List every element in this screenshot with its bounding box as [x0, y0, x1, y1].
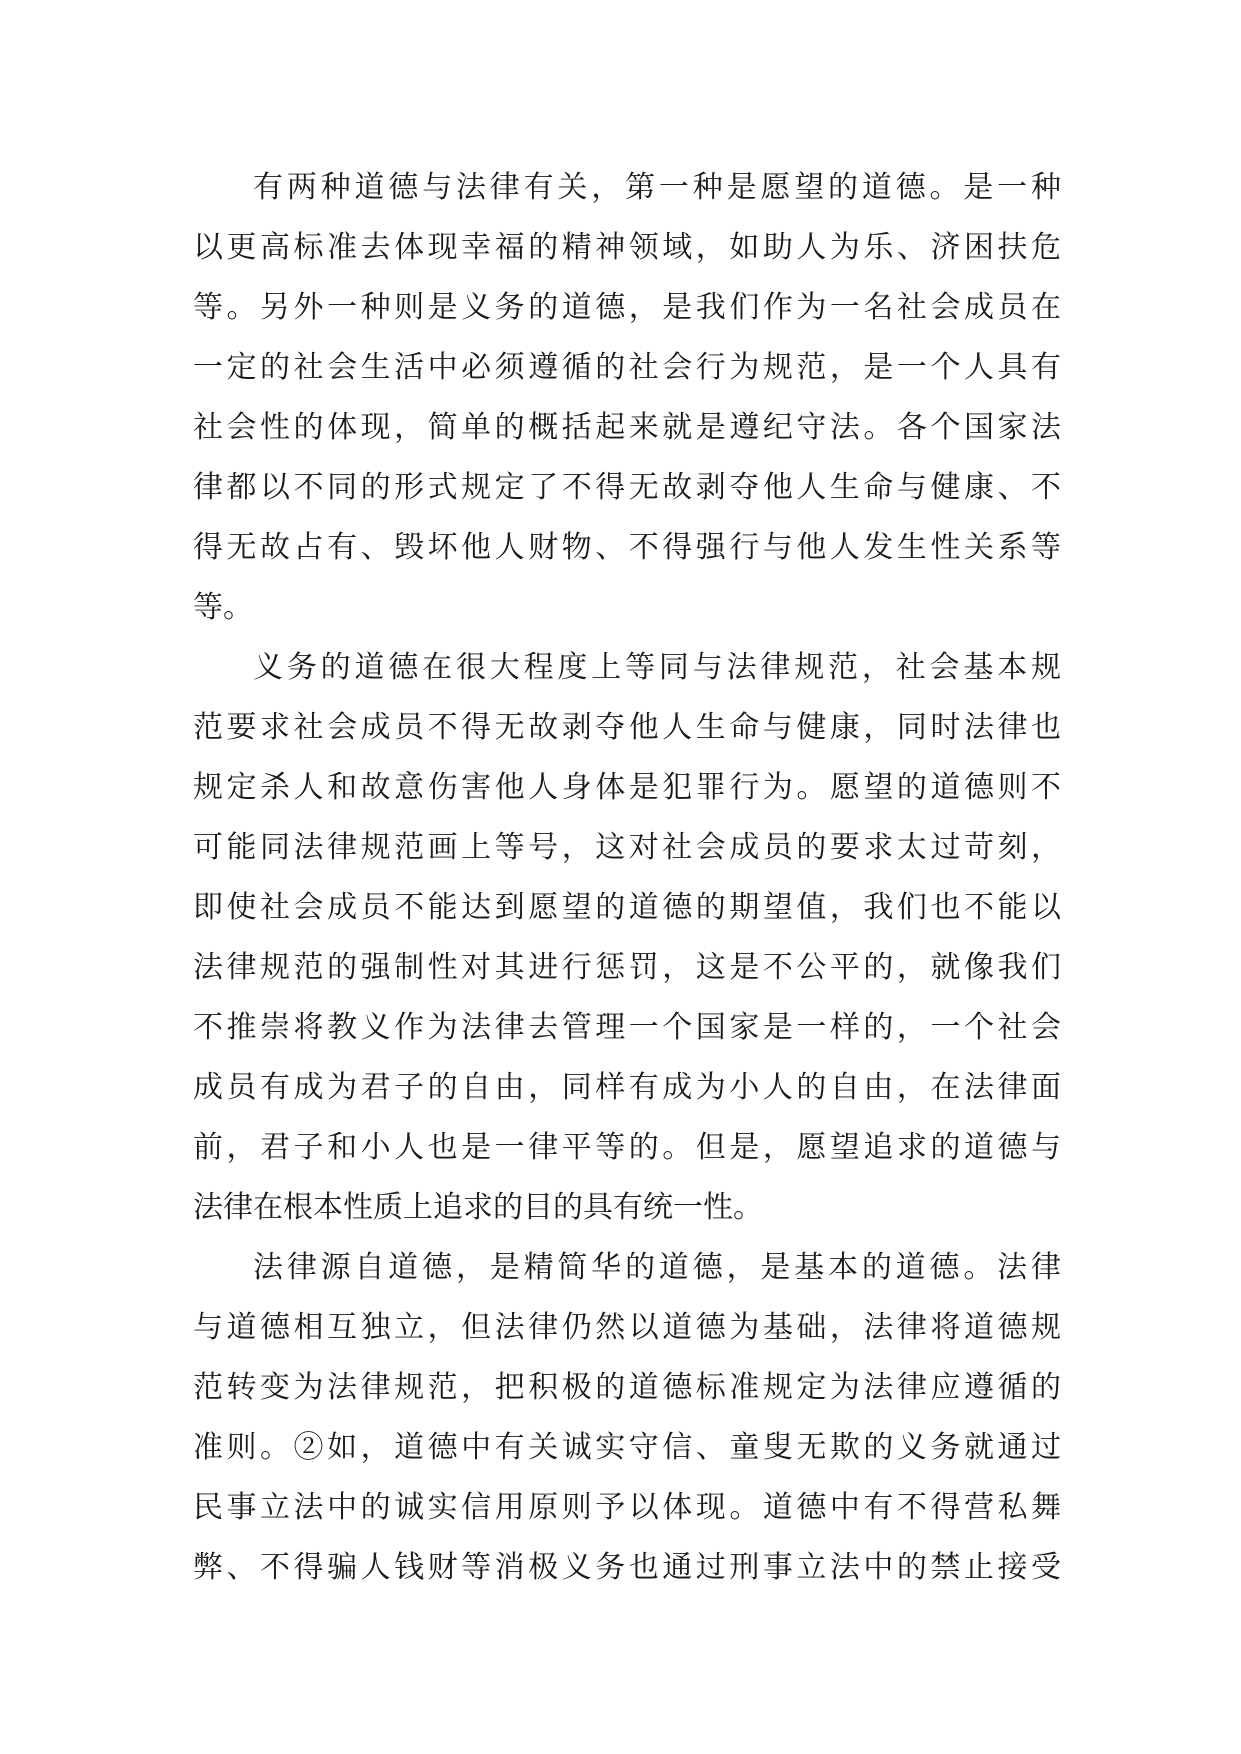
- text-line: 律都以不同的形式规定了不得无故剥夺他人生命与健康、不: [193, 470, 1061, 505]
- text-line: 范转变为法律规范，把积极的道德标准规定为法律应遵循的: [193, 1370, 1061, 1405]
- text-line: 范要求社会成员不得无故剥夺他人生命与健康，同时法律也: [193, 710, 1061, 745]
- text-line: 即使社会成员不能达到愿望的道德的期望值，我们也不能以: [193, 890, 1061, 925]
- text-line: 等。: [193, 590, 253, 625]
- text-line: 准则。②如，道德中有关诚实守信、童叟无欺的义务就通过: [193, 1430, 1061, 1465]
- text-line: 民事立法中的诚实信用原则予以体现。道德中有不得营私舞: [193, 1490, 1061, 1525]
- text-line: 以更高标准去体现幸福的精神领域，如助人为乐、济困扶危: [193, 230, 1061, 265]
- text-line: 社会性的体现，简单的概括起来就是遵纪守法。各个国家法: [193, 410, 1061, 445]
- text-line: 不推崇将教义作为法律去管理一个国家是一样的，一个社会: [193, 1010, 1061, 1045]
- text-line: 成员有成为君子的自由，同样有成为小人的自由，在法律面: [193, 1070, 1061, 1105]
- text-line: 可能同法律规范画上等号，这对社会成员的要求太过苛刻，: [193, 830, 1061, 865]
- text-line: 等。另外一种则是义务的道德，是我们作为一名社会成员在: [193, 290, 1061, 325]
- text-line: 得无故占有、毁坏他人财物、不得强行与他人发生性关系等: [193, 530, 1061, 565]
- text-line: 前，君子和小人也是一律平等的。但是，愿望追求的道德与: [193, 1130, 1061, 1165]
- text-line: 有两种道德与法律有关，第一种是愿望的道德。是一种: [253, 170, 1061, 205]
- paragraph-2: [193, 638, 1061, 1238]
- text-line: 弊、不得骗人钱财等消极义务也通过刑事立法中的禁止接受: [193, 1550, 1061, 1585]
- text-line: 与道德相互独立，但法律仍然以道德为基础，法律将道德规: [193, 1310, 1061, 1345]
- paragraph-3: [193, 1238, 1061, 1598]
- text-line: 一定的社会生活中必须遵循的社会行为规范，是一个人具有: [193, 350, 1061, 385]
- text-line: 法律在根本性质上追求的目的具有统一性。: [193, 1190, 763, 1225]
- paragraph-1: [193, 158, 1061, 638]
- text-line: 义务的道德在很大程度上等同与法律规范，社会基本规: [253, 650, 1061, 685]
- text-line: 规定杀人和故意伤害他人身体是犯罪行为。愿望的道德则不: [193, 770, 1061, 805]
- document-body: [193, 158, 1061, 1598]
- text-line: 法律源自道德，是精简华的道德，是基本的道德。法律: [253, 1250, 1061, 1285]
- text-line: 法律规范的强制性对其进行惩罚，这是不公平的，就像我们: [193, 950, 1061, 985]
